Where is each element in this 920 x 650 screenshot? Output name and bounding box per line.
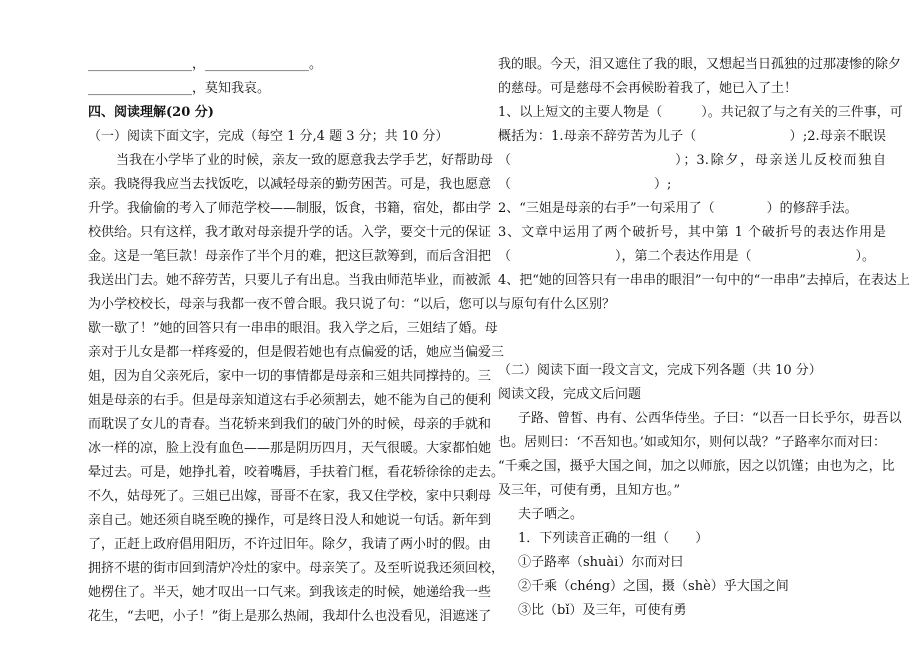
passage-line: 而耽误了女儿的青春。当花轿来到我们的破门外的时候，母亲的手就和	[88, 417, 492, 432]
passage-line: 我送出门去。她不辞劳苦，只要儿子有出息。当我由师范毕业，而被派	[88, 273, 492, 288]
passage-line: 我的眼。今天，泪又遮住了我的眼，又想起当日孤独的过那凄惨的除夕	[498, 57, 902, 72]
fill-blank-line-1: ________________，________________。	[88, 57, 323, 72]
sub-question-1: 1．下列读音正确的一组（ ）	[518, 531, 709, 546]
question-1-line: 概括为：1.母亲不辞劳苦为儿子（ ）;2.母亲不眠误	[498, 129, 886, 144]
question-1-line: （ ）;	[498, 177, 672, 192]
question-3: 3、文章中运用了两个破折号，其中第 1 个破折号的表达作用是	[498, 225, 886, 240]
passage-line: 亲自己。她还须自晓至晚的操作，可是终日没人和她说一句话。新年到	[88, 513, 492, 528]
passage-line: 了，正赶上政府倡用阳历，不许过旧年。除夕，我请了两小时的假。由	[88, 537, 492, 552]
option-2: ②千乘（chéng）之国，摄（shè）乎大国之间	[518, 579, 789, 594]
question-4: 4、把“她的回答只有一串串的眼泪”一句中的“一串串”去掉后，在表达上	[498, 273, 910, 288]
passage-line: 冰一样的凉，脸上没有血色——那是阴历四月，天气很暖。大家都怕她	[88, 441, 492, 456]
passage-line: 当我在小学毕了业的时候，亲友一致的愿意我去学手艺，好帮助母	[116, 153, 494, 168]
question-4-line: 与原句有什么区别？	[498, 297, 616, 312]
question-3-line: （ ），第二个表达作用是（ ）。	[498, 249, 876, 264]
passage-line: 的慈母。可是慈母不会再候盼着我了，她已入了土！	[498, 81, 798, 96]
passage-line: 亲对于儿女是都一样疼爱的，但是假若她也有点偏爱的话，她应当偏爱三	[88, 345, 505, 360]
passage-line: 姐是母亲的右手。但是母亲知道这右手必须割去，她不能为自己的便利	[88, 393, 492, 408]
part-one-instruction: （一）阅读下面文字，完成（每空 1 分,4 题 3 分；共 10 分）	[88, 129, 449, 144]
classical-text-line: 也。居则曰：‘不吾知也。’如或知尔，则何以哉？”子路率尔而对曰：	[498, 435, 886, 450]
classical-text-line: 夫子哂之。	[518, 507, 584, 522]
passage-line: 校供给。只有这样，我才敢对母亲提升学的话。入学，要交十元的保证	[88, 225, 492, 240]
passage-line: 歇一歇了！”她的回答只有一串串的眼泪。我入学之后，三姐结了婚。母	[88, 321, 498, 336]
passage-line: 拥挤不堪的街市回到清炉冷灶的家中。母亲笑了。及至听说我还须回校，	[88, 561, 505, 576]
passage-line: 姐，因为自父亲死后，家中一切的事情都是母亲和三姐共同撑持的。三	[88, 369, 492, 384]
passage-line: 晕过去。可是，她挣扎着，咬着嘴唇，手扶着门框，看花轿徐徐的走去。	[88, 465, 505, 480]
question-1-line: （ ）；3.除夕，母亲送儿反校而独自	[498, 153, 886, 168]
passage-line: 升学。我偷偷的考入了师范学校——制服，饭食，书籍，宿处，都由学	[88, 201, 492, 216]
fill-blank-line-2: ________________，莫知我哀。	[88, 81, 271, 96]
passage-line: 花生，“去吧，小子！”街上是那么热闹，我却什么也没看见，泪遮迷了	[88, 609, 492, 624]
passage-line: 金。这是一笔巨款！母亲作了半个月的难，把这巨款筹到，而后含泪把	[88, 249, 492, 264]
passage-line: 亲。我晓得我应当去找饭吃，以减轻母亲的勤劳困苦。可是，我也愿意	[88, 177, 492, 192]
classical-text-line: 子路、曾皙、冉有、公西华侍坐。子曰：“以吾一日长乎尔，毋吾以	[518, 411, 902, 426]
classical-instruction: 阅读文段，完成文后问题	[498, 387, 642, 402]
passage-line: 不久，姑母死了。三姐已出嫁，哥哥不在家，我又住学校，家中只剩母	[88, 489, 492, 504]
question-2: 2、“三姐是母亲的右手”一句采用了（ ）的修辞手法。	[498, 201, 858, 216]
option-1: ①子路率（shuài）尔而对曰	[518, 555, 684, 570]
classical-text-line: “千乘之国，摄乎大国之间，加之以师旅，因之以饥馑；由也为之，比	[498, 459, 895, 474]
section-heading: 四、阅读理解(20 分)	[88, 105, 214, 120]
question-1: 1、以上短文的主要人物是（ ）。共记叙了与之有关的三件事，可	[498, 105, 903, 120]
passage-line: 为小学校校长，母亲与我都一夜不曾合眼。我只说了句：“以后，您可以	[88, 297, 498, 312]
part-two-instruction: （二）阅读下面一段文言文，完成下列各题（共 10 分）	[498, 363, 822, 378]
passage-line: 她楞住了。半天，她才叹出一口气来。到我该走的时候，她递给我一些	[88, 585, 492, 600]
option-3: ③比（bǐ）及三年，可使有勇	[518, 603, 687, 618]
classical-text-line: 及三年，可使有勇，且知方也。”	[498, 483, 681, 498]
